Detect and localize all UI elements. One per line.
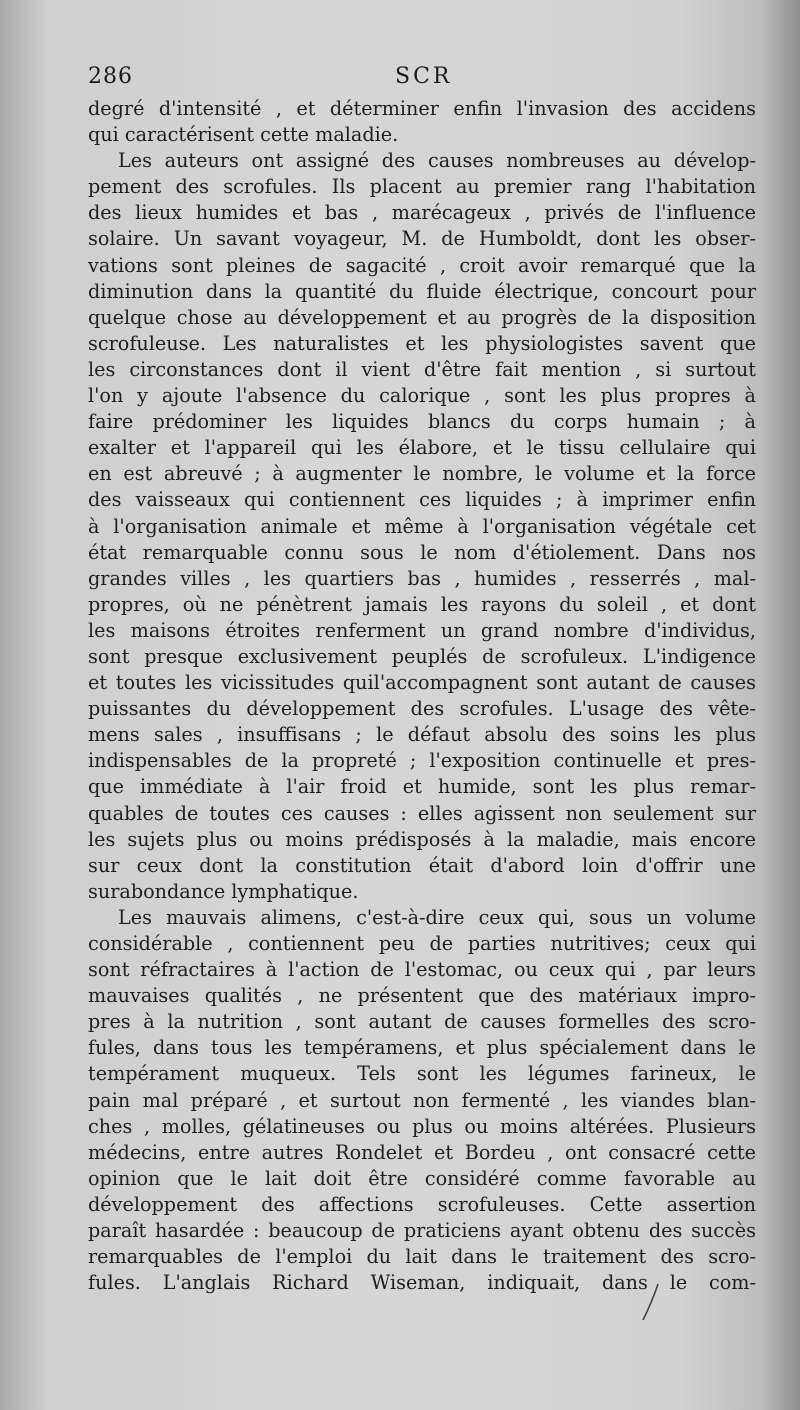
text-line: puissantes du développement des scrofules. L'usage des vête- — [88, 697, 756, 721]
text-line: opinion que le lait doit être considéré comme favorable au — [88, 1166, 756, 1190]
text-line: et toutes les vicissitudes quil'accompagnent sont autant de causes — [88, 671, 756, 695]
body-text — [88, 96, 756, 1296]
text-line: médecins, entre autres Rondelet et Bordeu , ont consacré cette — [88, 1140, 756, 1164]
text-line: qui caractérisent cette maladie. — [88, 123, 399, 147]
text-line: sont presque exclusivement peuplés de scrofuleux. L'indigence — [88, 644, 756, 668]
text-line: faire prédominer les liquides blancs du corps humain ; à — [88, 410, 756, 434]
text-line: mens sales , insuffisans ; le défaut absolu des soins les plus — [88, 723, 756, 747]
text-line: des vaisseaux qui contiennent ces liquides ; à imprimer enfin — [88, 488, 756, 512]
text-line: les maisons étroites renferment un grand nombre d'individus, — [88, 618, 756, 642]
text-line: indispensables de la propreté ; l'exposition continuelle et pres- — [88, 749, 756, 773]
text-line: grandes villes , les quartiers bas , humides , resserrés , mal- — [88, 566, 756, 590]
text-line: surabondance lymphatique. — [88, 879, 359, 903]
text-line: propres, où ne pénètrent jamais les rayons du soleil , et dont — [88, 592, 756, 616]
text-line: fules. L'anglais Richard Wiseman, indiquait, dans le com- — [88, 1271, 756, 1295]
page-number: 286 — [88, 64, 133, 89]
text-line: mauvaises qualités , ne présentent que des matériaux impro- — [88, 984, 756, 1008]
text-line: des lieux humides et bas , marécageux , privés de l'influence — [88, 201, 756, 225]
text-line: sur ceux dont la constitution était d'abord loin d'offrir une — [88, 853, 756, 877]
text-line: les sujets plus ou moins prédisposés à la maladie, mais encore — [88, 827, 756, 851]
text-line: diminution dans la quantité du fluide électrique, concourt pour — [88, 279, 756, 303]
text-line: état remarquable connu sous le nom d'étiolement. Dans nos — [88, 540, 756, 564]
text-line: en est abreuvé ; à augmenter le nombre, le volume et la force — [88, 462, 756, 486]
text-line: sont réfractaires à l'action de l'estomac, ou ceux qui , par leurs — [88, 958, 756, 982]
text-line: pain mal préparé , et surtout non fermenté , les viandes blan- — [88, 1088, 756, 1112]
paragraph-first-line: Les mauvais alimens, c'est-à-dire ceux qui, sous un volume — [118, 905, 756, 929]
text-line: scrofuleuse. Les naturalistes et les physiologistes savent que — [88, 331, 756, 355]
text-line: développement des affections scrofuleuses. Cette assertion — [88, 1192, 756, 1216]
text-line: quables de toutes ces causes : elles agissent non seulement sur — [88, 801, 756, 825]
text-line: fules, dans tous les tempéramens, et plus spécialement dans le — [88, 1036, 756, 1060]
text-line: les circonstances dont il vient d'être fait mention , si surtout — [88, 357, 756, 381]
text-line: solaire. Un savant voyageur, M. de Humboldt, dont les obser- — [88, 227, 756, 251]
text-line: pres à la nutrition , sont autant de causes formelles des scro- — [88, 1010, 756, 1034]
text-line: pement des scrofules. Ils placent au premier rang l'habitation — [88, 175, 756, 199]
text-line: quelque chose au développement et au progrès de la disposition — [88, 305, 756, 329]
ink-stroke-mark — [640, 1282, 662, 1322]
text-line: degré d'intensité , et déterminer enfin l'invasion des accidens — [88, 97, 756, 120]
text-line: l'on y ajoute l'absence du calorique , sont les plus propres à — [88, 384, 756, 408]
page-header — [88, 58, 758, 98]
text-line: à l'organisation animale et même à l'organisation végétale cet — [88, 514, 756, 538]
text-line: exalter et l'appareil qui les élabore, et le tissu cellulaire qui — [88, 436, 756, 460]
text-line: paraît hasardée : beaucoup de praticiens ayant obtenu des succès — [88, 1219, 756, 1243]
text-line: que immédiate à l'air froid et humide, sont les plus remar- — [88, 775, 756, 799]
text-line: considérable , contiennent peu de parties nutritives; ceux qui — [88, 932, 756, 955]
text-line: vations sont pleines de sagacité , croit avoir remarqué que la — [88, 253, 756, 277]
text-line: remarquables de l'emploi du lait dans le traitement des scro- — [88, 1245, 756, 1269]
text-line: tempérament muqueux. Tels sont les légumes farineux, le — [88, 1062, 756, 1086]
text-line: ches , molles, gélatineuses ou plus ou moins altérées. Plusieurs — [88, 1114, 756, 1138]
paragraph-first-line: Les auteurs ont assigné des causes nombreuses au dévelop- — [118, 149, 756, 173]
running-head: SCR — [395, 64, 453, 89]
